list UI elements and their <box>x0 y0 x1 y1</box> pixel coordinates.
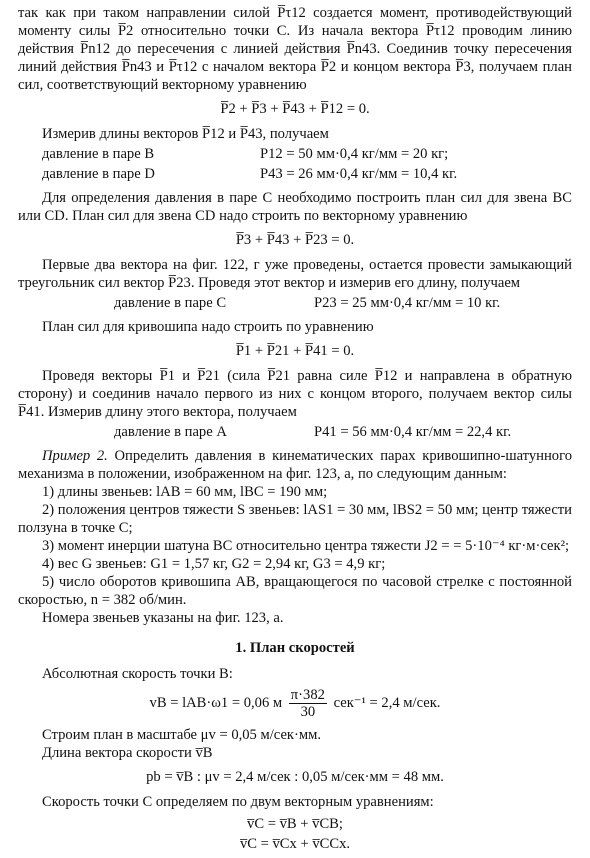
paragraph-point-c-velocity: Скорость точки C определяем по двум векторным уравнениям: <box>42 794 434 810</box>
vector-equation-1: P̅2 + P̅3 + P̅43 + P̅12 = 0. <box>220 101 370 117</box>
example-text: Определить давления в кинематических парах кривошипно-шатунного механизма в положении, изображенном на фиг. 123, а, по следующим данным: <box>18 448 572 482</box>
list-item: 2) положения центров тяжести S звеньев: lAS1 = 30 мм, lBS2 = 50 мм; центр тяжести ползуна в точке C; <box>18 502 572 536</box>
fraction-numerator: π·382 <box>290 687 325 703</box>
paragraph-crank-plan: План сил для кривошипа надо строить по уравнению <box>42 319 374 335</box>
pressure-label-b: давление в паре B <box>42 146 155 162</box>
velocity-equation-right: сек⁻¹ = 2,4 м/сек. <box>333 694 441 711</box>
paragraph-abs-velocity: Абсолютная скорость точки B: <box>42 666 233 682</box>
list-item: 1) длины звеньев: lAB = 60 мм, lBC = 190 мм; <box>42 484 328 500</box>
vector-equation-vc-1: v̅C = v̅B + v̅CB; <box>247 816 343 832</box>
pressure-label-c: давление в паре C <box>114 295 227 311</box>
list-item: 5) число оборотов кривошипа AB, вращающегося по часовой стрелке с постоянной скоростью, n = 382 об/мин. <box>18 574 572 608</box>
velocity-equation <box>18 687 572 720</box>
paragraph-measure: Измерив длины векторов P̅12 и P̅43, получаем <box>42 126 329 142</box>
pressure-row-c <box>18 294 572 312</box>
pressure-value-a: P41 = 56 мм·0,4 кг/мм = 22,4 кг. <box>314 424 512 440</box>
example-paragraph <box>18 447 572 483</box>
list-item: 4) вес G звеньев: G1 = 1,57 кг, G2 = 2,94 кг, G3 = 4,9 кг; <box>42 556 386 572</box>
vector-equation-3: P̅1 + P̅21 + P̅41 = 0. <box>235 343 355 359</box>
pressure-value-c: P23 = 25 мм·0,4 кг/мм = 10 кг. <box>314 295 501 311</box>
section-heading: 1. План скоростей <box>235 640 355 656</box>
example-label: Пример 2. <box>42 448 108 464</box>
velocity-equation-left: vB = lAB·ω1 = 0,06 м <box>149 694 283 711</box>
paragraph-closing-triangle: Первые два вектора на фиг. 122, г уже проведены, остается провести замыкающий треугольник сил вектор P̅23. Проведя этот вектор и измерив его длину, получаем <box>18 257 572 291</box>
paragraph-force-plan: так как при таком направлении силой P̅τ12 создается момент, противодействующий моменту силы P̅2 относительно точки C. Из начала вектора P̅τ12 проводим линию действия P̅n12 до пересечения с линией действия P̅n43. Соединив точку пересечения линий действия P̅n43 и P̅τ12 с началом вектора P̅2 и концом вектора P̅3, получаем план сил, соответствующий векторному уравнению <box>18 5 572 93</box>
pressure-row-d <box>18 165 572 183</box>
paragraph-pair-c: Для определения давления в паре C необходимо построить план сил для звена BC или CD. План сил для звена CD надо строить по векторному уравнению <box>18 190 572 224</box>
paragraph-vector-length: Длина вектора скорости v̅B <box>42 745 213 761</box>
fraction-denominator: 30 <box>300 704 316 720</box>
pressure-value-b: P12 = 50 мм·0,4 кг/мм = 20 кг; <box>260 146 449 162</box>
pressure-row-b <box>18 145 572 163</box>
paragraph-scale: Строим план в масштабе μv = 0,05 м/сек·мм. <box>42 727 321 743</box>
paragraph-link-numbers: Номера звеньев указаны на фиг. 123, а. <box>42 610 284 626</box>
paragraph-vectors: Проведя векторы P̅1 и P̅21 (сила P̅21 равна силе P̅12 и направлена в обратную сторону) и соединив начало первого из них с концом второго, получаем вектор силы P̅41. Измерив длину этого вектора, получаем <box>18 368 572 420</box>
list-item: 3) момент инерции шатуна BC относительно центра тяжести J2 = = 5·10⁻⁴ кг·м·сек²; <box>42 538 570 554</box>
pressure-row-a <box>18 423 572 441</box>
fraction <box>289 687 327 720</box>
pressure-label-d: давление в паре D <box>42 166 155 182</box>
vector-equation-vc-2: v̅C = v̅Cx + v̅CCx. <box>239 836 351 852</box>
vector-equation-2: P̅3 + P̅43 + P̅23 = 0. <box>235 232 355 248</box>
pressure-value-d: P43 = 26 мм·0,4 кг/мм = 10,4 кг. <box>260 166 458 182</box>
pressure-label-a: давление в паре A <box>114 424 227 440</box>
vector-length-equation: pb = v̅B : μv = 2,4 м/сек : 0,05 м/сек·мм = 48 мм. <box>146 769 444 785</box>
